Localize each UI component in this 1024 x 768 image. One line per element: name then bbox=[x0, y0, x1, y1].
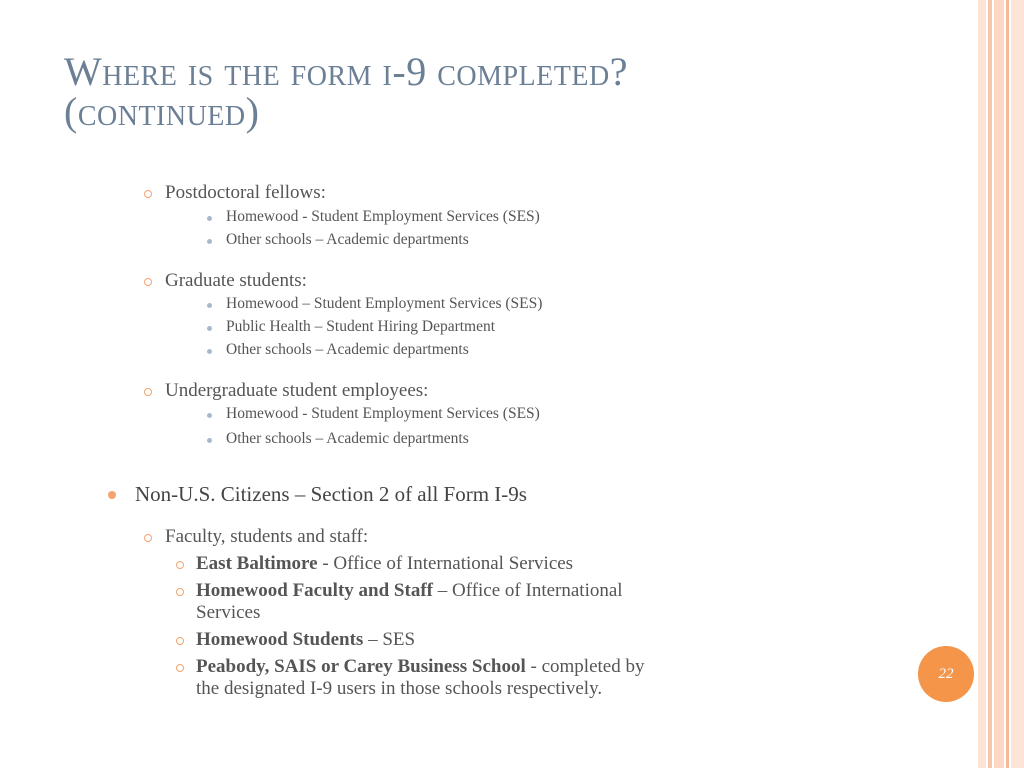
list-item: Homewood - Student Employment Services (SES) bbox=[226, 208, 540, 225]
bullet-ring-icon bbox=[144, 190, 152, 198]
list-item: Other schools – Academic departments bbox=[226, 231, 469, 248]
stripe bbox=[994, 0, 1004, 768]
stripe bbox=[1011, 0, 1024, 768]
list-item: Public Health – Student Hiring Department bbox=[226, 318, 496, 335]
list-item: Other schools – Academic departments bbox=[226, 430, 469, 447]
bullet-ring-icon bbox=[176, 588, 184, 596]
item-text: Services bbox=[196, 602, 261, 623]
list-item bbox=[196, 629, 415, 651]
bullet-dot-icon bbox=[207, 303, 212, 308]
bullet-ring-icon bbox=[176, 664, 184, 672]
bullet-ring-icon bbox=[144, 534, 152, 542]
bullet-dot-icon bbox=[207, 216, 212, 221]
section-heading-main: Non-U.S. Citizens – Section 2 of all Form I-9s bbox=[135, 482, 527, 506]
list-item bbox=[196, 580, 623, 624]
title-line-2: (continued) bbox=[64, 89, 260, 134]
list-item bbox=[196, 656, 644, 700]
bullet-dot-icon bbox=[108, 491, 116, 499]
item-bold: Homewood Students bbox=[196, 629, 364, 650]
section-heading: Postdoctoral fellows: bbox=[165, 182, 326, 203]
bullet-ring-icon bbox=[144, 388, 152, 396]
bullet-ring-icon bbox=[144, 278, 152, 286]
item-text: - Office of International Services bbox=[317, 553, 574, 574]
stripe bbox=[988, 0, 992, 768]
item-text: – SES bbox=[363, 629, 416, 650]
item-bold: Peabody, SAIS or Carey Business School bbox=[196, 656, 526, 677]
list-item: Other schools – Academic departments bbox=[226, 341, 469, 358]
item-bold: Homewood Faculty and Staff bbox=[196, 580, 433, 601]
bullet-dot-icon bbox=[207, 349, 212, 354]
bullet-dot-icon bbox=[207, 239, 212, 244]
item-text: - completed by bbox=[525, 656, 645, 677]
page-number-badge: 22 bbox=[918, 646, 974, 702]
page-title bbox=[64, 49, 944, 134]
bullet-dot-icon bbox=[207, 326, 212, 331]
item-bold: East Baltimore bbox=[196, 553, 318, 574]
list-item: Homewood – Student Employment Services (SES) bbox=[226, 295, 543, 312]
stripe bbox=[978, 0, 986, 768]
section-heading: Graduate students: bbox=[165, 270, 307, 291]
decorative-stripes bbox=[978, 0, 1024, 768]
section-heading: Faculty, students and staff: bbox=[165, 526, 369, 547]
stripe bbox=[1006, 0, 1009, 768]
bullet-dot-icon bbox=[207, 438, 212, 443]
bullet-dot-icon bbox=[207, 413, 212, 418]
list-item bbox=[196, 553, 573, 575]
bullet-ring-icon bbox=[176, 637, 184, 645]
section-heading: Undergraduate student employees: bbox=[165, 380, 429, 401]
item-text: – Office of International bbox=[432, 580, 623, 601]
title-line-1: Where is the form i-9 completed? bbox=[64, 49, 628, 94]
item-text: the designated I-9 users in those schools respectively. bbox=[196, 678, 603, 699]
list-item: Homewood - Student Employment Services (SES) bbox=[226, 405, 540, 422]
bullet-ring-icon bbox=[176, 561, 184, 569]
